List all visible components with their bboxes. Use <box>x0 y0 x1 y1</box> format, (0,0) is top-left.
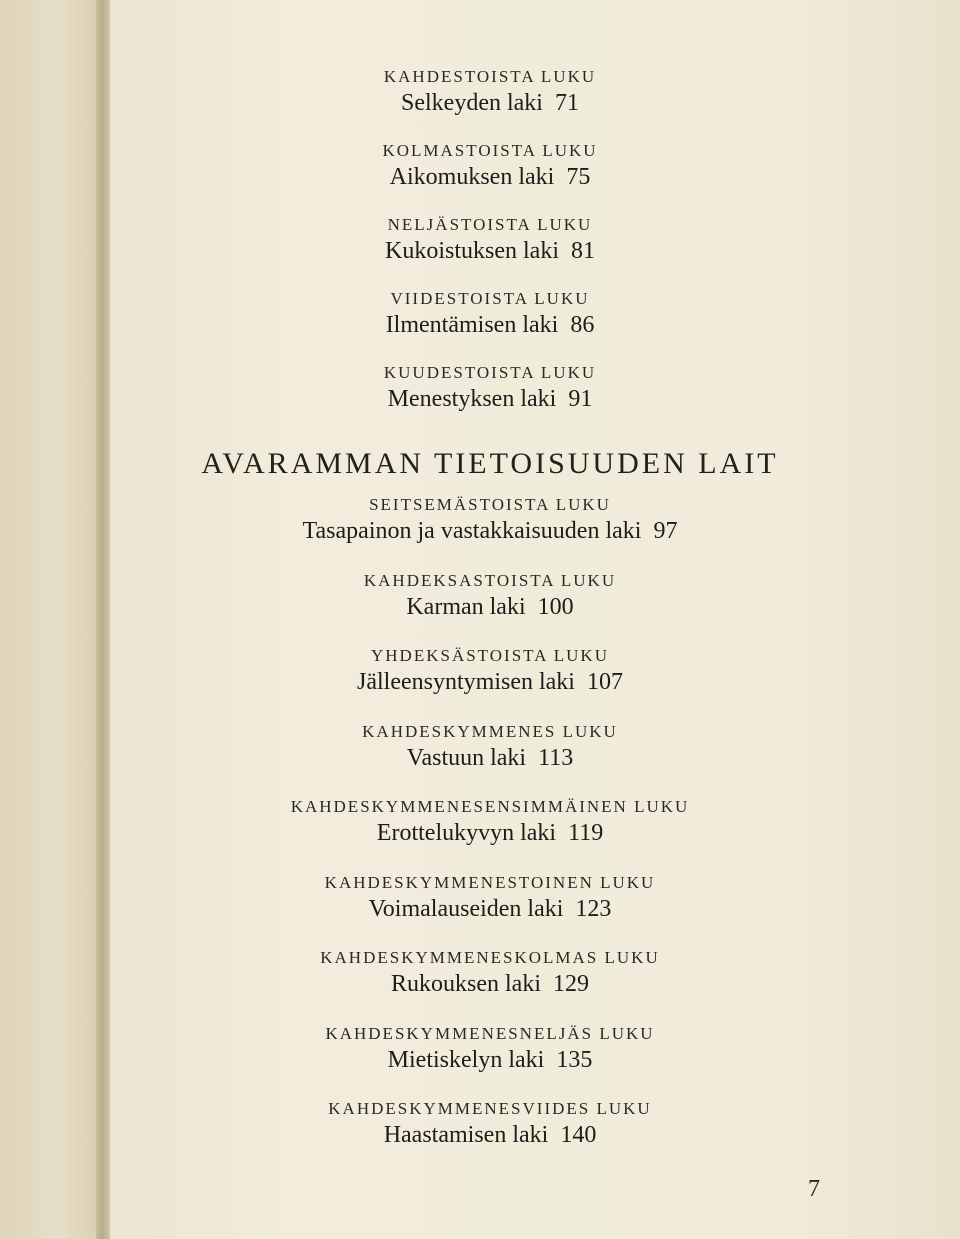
page-number: 7 <box>808 1176 820 1202</box>
chapter-page: 81 <box>571 238 595 264</box>
chapter-page: 75 <box>566 164 591 190</box>
chapter-label: KUUDESTOISTA LUKU <box>383 363 597 382</box>
chapter-title <box>110 818 870 848</box>
chapter-title-text: Ilmentämisen laki <box>385 312 559 338</box>
toc-group-after <box>110 494 870 1174</box>
table-of-contents <box>110 66 870 1174</box>
chapter-page: 119 <box>568 820 604 846</box>
chapter-title <box>110 310 870 340</box>
chapter-title-text: Jälleensyntymisen laki <box>357 669 575 695</box>
chapter-title-text: Tasapainon ja vastakkaisuuden laki <box>302 518 642 544</box>
toc-entry <box>110 288 870 362</box>
chapter-title-text: Rukouksen laki <box>391 971 541 997</box>
chapter-label: KAHDESKYMMENESENSIMMÄINEN LUKU <box>290 797 690 816</box>
chapter-label: YHDEKSÄSTOISTA LUKU <box>371 646 609 665</box>
toc-entry <box>110 570 870 646</box>
chapter-title-text: Erottelukyvyn laki <box>376 820 557 846</box>
toc-entry <box>110 947 870 1023</box>
toc-entry <box>110 362 870 436</box>
toc-group-before <box>110 66 870 436</box>
chapter-title-text: Menestyksen laki <box>387 386 557 412</box>
chapter-label: KOLMASTOISTA LUKU <box>382 141 598 160</box>
chapter-label: KAHDESKYMMENESVIIDES LUKU <box>328 1099 652 1118</box>
section-heading: AVARAMMAN TIETOISUUDEN LAIT <box>201 447 779 480</box>
chapter-title-text: Kukoistuksen laki <box>385 238 559 264</box>
chapter-title <box>110 236 870 266</box>
chapter-title <box>110 1120 870 1150</box>
chapter-page: 113 <box>538 744 574 771</box>
chapter-title <box>110 894 870 924</box>
toc-entry <box>110 1023 870 1099</box>
chapter-title <box>110 384 870 414</box>
toc-entry <box>110 214 870 288</box>
chapter-title-text: Karman laki <box>406 593 526 620</box>
chapter-label: SEITSEMÄSTOISTA LUKU <box>369 495 611 514</box>
chapter-title-text: Mietiskelyn laki <box>387 1046 545 1073</box>
toc-entry <box>110 66 870 140</box>
chapter-title-text: Voimalauseiden laki <box>368 895 564 922</box>
chapter-label: KAHDESKYMMENESNELJÄS LUKU <box>325 1023 655 1043</box>
chapter-title <box>110 969 870 999</box>
chapter-title <box>110 88 870 118</box>
chapter-page: 140 <box>560 1122 597 1148</box>
chapter-title <box>110 162 870 192</box>
chapter-label: KAHDEKSASTOISTA LUKU <box>363 570 617 590</box>
chapter-page: 123 <box>575 895 612 922</box>
chapter-title <box>110 743 870 773</box>
chapter-title <box>110 667 870 697</box>
chapter-label: NELJÄSTOISTA LUKU <box>387 215 593 234</box>
chapter-page: 71 <box>554 90 579 116</box>
chapter-page: 86 <box>570 312 595 338</box>
chapter-title-text: Haastamisen laki <box>383 1122 549 1148</box>
chapter-title-text: Selkeyden laki <box>401 90 543 116</box>
toc-entry <box>110 1098 870 1174</box>
chapter-label: KAHDESKYMMENESTOINEN LUKU <box>324 872 656 892</box>
chapter-title-text: Aikomuksen laki <box>389 164 555 190</box>
chapter-title <box>110 592 870 622</box>
toc-entry <box>110 140 870 214</box>
chapter-page: 97 <box>653 518 678 544</box>
chapter-title-text: Vastuun laki <box>406 744 527 771</box>
chapter-page: 100 <box>537 593 574 620</box>
chapter-page: 91 <box>568 386 593 412</box>
chapter-label: VIIDESTOISTA LUKU <box>390 289 590 308</box>
chapter-title <box>110 1045 870 1075</box>
left-page-edge <box>0 0 100 1239</box>
chapter-label: KAHDESKYMMENESKOLMAS LUKU <box>320 948 660 967</box>
toc-entry <box>110 872 870 948</box>
chapter-page: 107 <box>586 669 623 695</box>
chapter-page: 135 <box>556 1046 593 1073</box>
toc-entry <box>110 721 870 797</box>
toc-entry <box>110 494 870 570</box>
chapter-label: KAHDESKYMMENES LUKU <box>362 721 618 741</box>
chapter-title <box>110 516 870 546</box>
toc-entry <box>110 796 870 872</box>
chapter-label: KAHDESTOISTA LUKU <box>383 67 597 86</box>
chapter-page: 129 <box>553 971 589 997</box>
toc-entry <box>110 645 870 721</box>
